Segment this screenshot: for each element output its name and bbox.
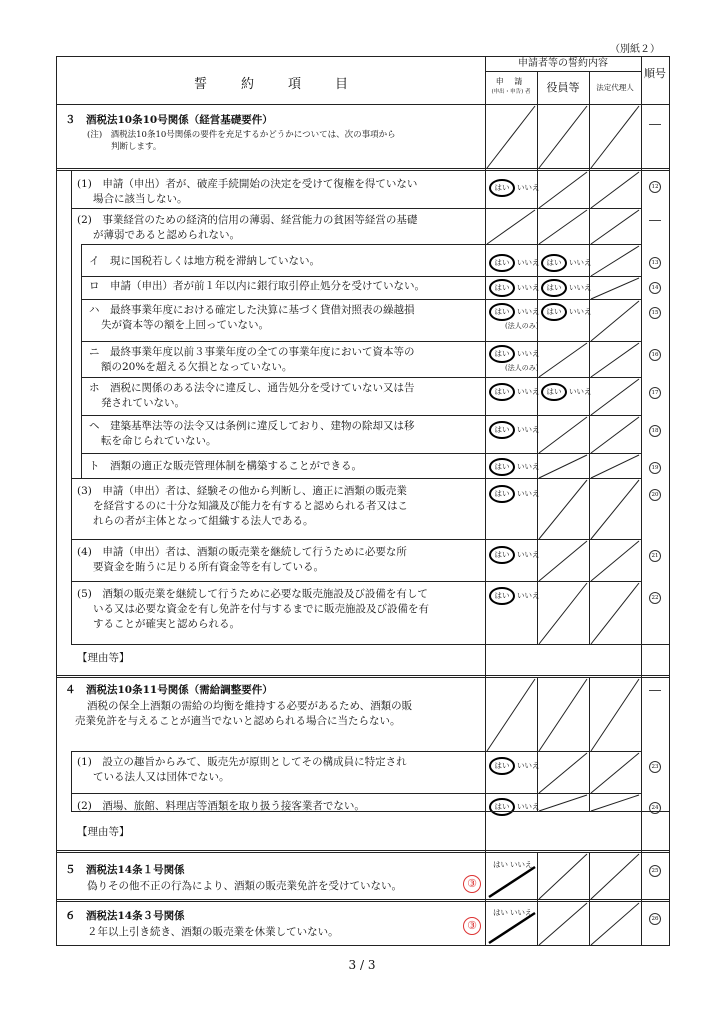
s3-ni-applicant: はい いいえ bbox=[493, 345, 543, 363]
s3-item4-applicant: はい いいえ bbox=[493, 546, 543, 564]
order-26: 26 bbox=[643, 913, 667, 925]
s3-i-applicant: はい いいえ bbox=[493, 254, 543, 272]
order-16: 16 bbox=[643, 349, 667, 361]
order-20: 20 bbox=[643, 489, 667, 501]
s3-ho-line1: ホ 酒税に関係のある法令に違反し、通告処分を受けていない又は告 bbox=[89, 382, 415, 394]
order-23: 23 bbox=[643, 761, 667, 773]
s3-to: ト 酒類の適正な販売管理体制を構築することができる。 bbox=[89, 460, 362, 472]
order-13: 13 bbox=[643, 257, 667, 269]
s3-he-line1: ヘ 建築基準法等の法令又は条例に違反しており、建物の除却又は移 bbox=[89, 420, 415, 432]
s4-item1-line1: (1) 設立の趣旨からみて、販売先が原則としてその構成員に特定され bbox=[77, 756, 407, 768]
order-24: 24 bbox=[643, 802, 667, 814]
s3-he-line2: 転を命じられていない。 bbox=[101, 435, 217, 447]
s4-item1-applicant: はい いいえ bbox=[493, 757, 543, 775]
s3-reason: 【理由等】 bbox=[77, 652, 130, 664]
table-header bbox=[57, 57, 669, 105]
order-18: 18 bbox=[643, 425, 667, 437]
s3-ho-applicant: はい いいえ bbox=[493, 383, 543, 401]
s3-ha-applicant: はい いいえ bbox=[493, 303, 543, 321]
section5-title: ５ 酒税法14条１号関係 bbox=[65, 864, 185, 876]
s3-item3-line1: (3) 申請（申出）者は、経験その他から判断し、適正に酒類の販売業 bbox=[77, 485, 407, 497]
section6-title: ６ 酒税法14条３号関係 bbox=[65, 910, 185, 922]
s3-item3-line3: れらの者が主体となって組織する法人である。 bbox=[93, 515, 314, 527]
order-21: 21 bbox=[643, 550, 667, 562]
s3-ro: ロ 申請（申出）者が前１年以内に銀行取引停止処分を受けていない。 bbox=[89, 280, 425, 292]
order-14: 14 bbox=[643, 282, 667, 294]
s3-ni-corp-only: (法人のみ) bbox=[505, 364, 539, 372]
header-applicant: 申 請 (申出・申告) 者 bbox=[485, 72, 538, 104]
page-number: 3 / 3 bbox=[348, 958, 376, 972]
s5-applicant: はい いいえ bbox=[493, 860, 533, 869]
s3-ro-applicant: はい いいえ bbox=[493, 279, 543, 297]
s3-item5-line2: いる又は必要な資金を有し免許を付与するまでに販売施設及び設備を有 bbox=[93, 603, 429, 615]
s3-ho-officers: はい いいえ bbox=[545, 383, 595, 401]
s3-item1-line2: 場合に該当しない。 bbox=[93, 193, 188, 205]
s3-ha-line1: ハ 最終事業年度における確定した決算に基づく貸借対照表の繰越損 bbox=[89, 304, 415, 316]
order-15: 15 bbox=[643, 307, 667, 319]
s4-item2: (2) 酒場、旅館、料理店等酒類を取り扱う接客業者でない。 bbox=[77, 800, 365, 812]
s3-he-applicant: はい いいえ bbox=[493, 421, 543, 439]
section3-note-line2: 判断します。 bbox=[111, 142, 162, 152]
order-22: 22 bbox=[643, 592, 667, 604]
section3-note-line1: (注) 酒税法10条10号関係の要件を充足するかどうかについては、次の事項から bbox=[87, 130, 396, 140]
s4-item2-applicant: はい いいえ bbox=[493, 798, 543, 816]
s3-ni-line1: ニ 最終事業年度以前３事業年度の全ての事業年度において資本等の bbox=[89, 346, 415, 358]
s3-item1-answer: はい いいえ bbox=[493, 179, 543, 197]
correction-mark: ③ bbox=[463, 875, 481, 893]
s3-ho-line2: 発されていない。 bbox=[101, 397, 185, 409]
s3-item1-line1: (1) 申請（申出）者が、破産手続開始の決定を受けて復権を得ていない bbox=[77, 178, 418, 190]
order-25: 25 bbox=[643, 865, 667, 877]
order-dash: ― bbox=[649, 213, 661, 227]
s3-item2-line1: (2) 事業経営のための経済的信用の薄弱、経営能力の貧困等経営の基礎 bbox=[77, 214, 418, 226]
order-12: 12 bbox=[643, 181, 667, 193]
s3-item4-line1: (4) 申請（申出）者は、酒類の販売業を継続して行うために必要な所 bbox=[77, 546, 407, 558]
header-order: 順号 bbox=[644, 67, 666, 80]
s6-applicant: はい いいえ bbox=[493, 908, 533, 917]
header-items: 誓約項目 bbox=[57, 57, 486, 104]
annex-label: （別紙２） bbox=[610, 44, 660, 55]
s3-item2-line2: が薄弱であると認められない。 bbox=[93, 229, 240, 241]
s3-item3-line2: を経営するのに十分な知識及び能力を有すると認められる者又はこ bbox=[93, 500, 408, 512]
s4-item1-line2: ている法人又は団体でない。 bbox=[93, 771, 230, 783]
header-officers: 役員等 bbox=[537, 72, 590, 104]
section4-desc-line1: 酒税の保全上酒類の需給の均衡を維持する必要があるため、酒類の販 bbox=[87, 700, 413, 712]
header-swear-contents: 申請者等の誓約内容 bbox=[485, 57, 642, 72]
order-dash: ― bbox=[649, 117, 661, 131]
s4-reason: 【理由等】 bbox=[77, 826, 130, 838]
order-17: 17 bbox=[643, 387, 667, 399]
s3-i: イ 現に国税若しくは地方税を滞納していない。 bbox=[89, 255, 320, 267]
s3-item5-line3: することが確実と認められる。 bbox=[93, 618, 240, 630]
section5-desc: 偽りその他不正の行為により、酒類の販売業免許を受けていない。 bbox=[87, 880, 402, 892]
header-legal-rep: 法定代理人 bbox=[589, 72, 642, 104]
s3-item4-line2: 要資金を賄うに足りる所有資金等を有している。 bbox=[93, 561, 324, 573]
order-19: 19 bbox=[643, 462, 667, 474]
s3-ha-officers: はい いいえ bbox=[545, 303, 595, 321]
section6-desc: ２年以上引き続き、酒類の販売業を休業していない。 bbox=[87, 926, 339, 938]
s3-ro-officers: はい いいえ bbox=[545, 279, 595, 297]
pledge-table bbox=[56, 56, 670, 946]
s3-i-officers: はい いいえ bbox=[545, 254, 595, 272]
correction-mark: ③ bbox=[463, 917, 481, 935]
order-dash: ― bbox=[649, 683, 661, 697]
s3-ni-line2: 額の20%を超える欠損となっていない。 bbox=[101, 361, 293, 373]
s3-ha-corp-only: (法人のみ) bbox=[505, 322, 539, 330]
s3-to-applicant: はい いいえ bbox=[493, 458, 543, 476]
s3-item3-applicant: はい いいえ bbox=[493, 485, 543, 503]
s3-ha-line2: 失が資本等の額を上回っていない。 bbox=[101, 319, 269, 331]
section4-desc-line2: 売業免許を与えることが適当でないと認められる場合に当たらない。 bbox=[75, 715, 401, 727]
section4-title: ４ 酒税法10条11号関係（需給調整要件） bbox=[65, 684, 273, 696]
s3-item5-applicant: はい いいえ bbox=[493, 587, 543, 605]
s3-item5-line1: (5) 酒類の販売業を継続して行うために必要な販売施設及び設備を有して bbox=[77, 588, 428, 600]
section3-title: ３ 酒税法10条10号関係（経営基礎要件） bbox=[65, 114, 273, 126]
